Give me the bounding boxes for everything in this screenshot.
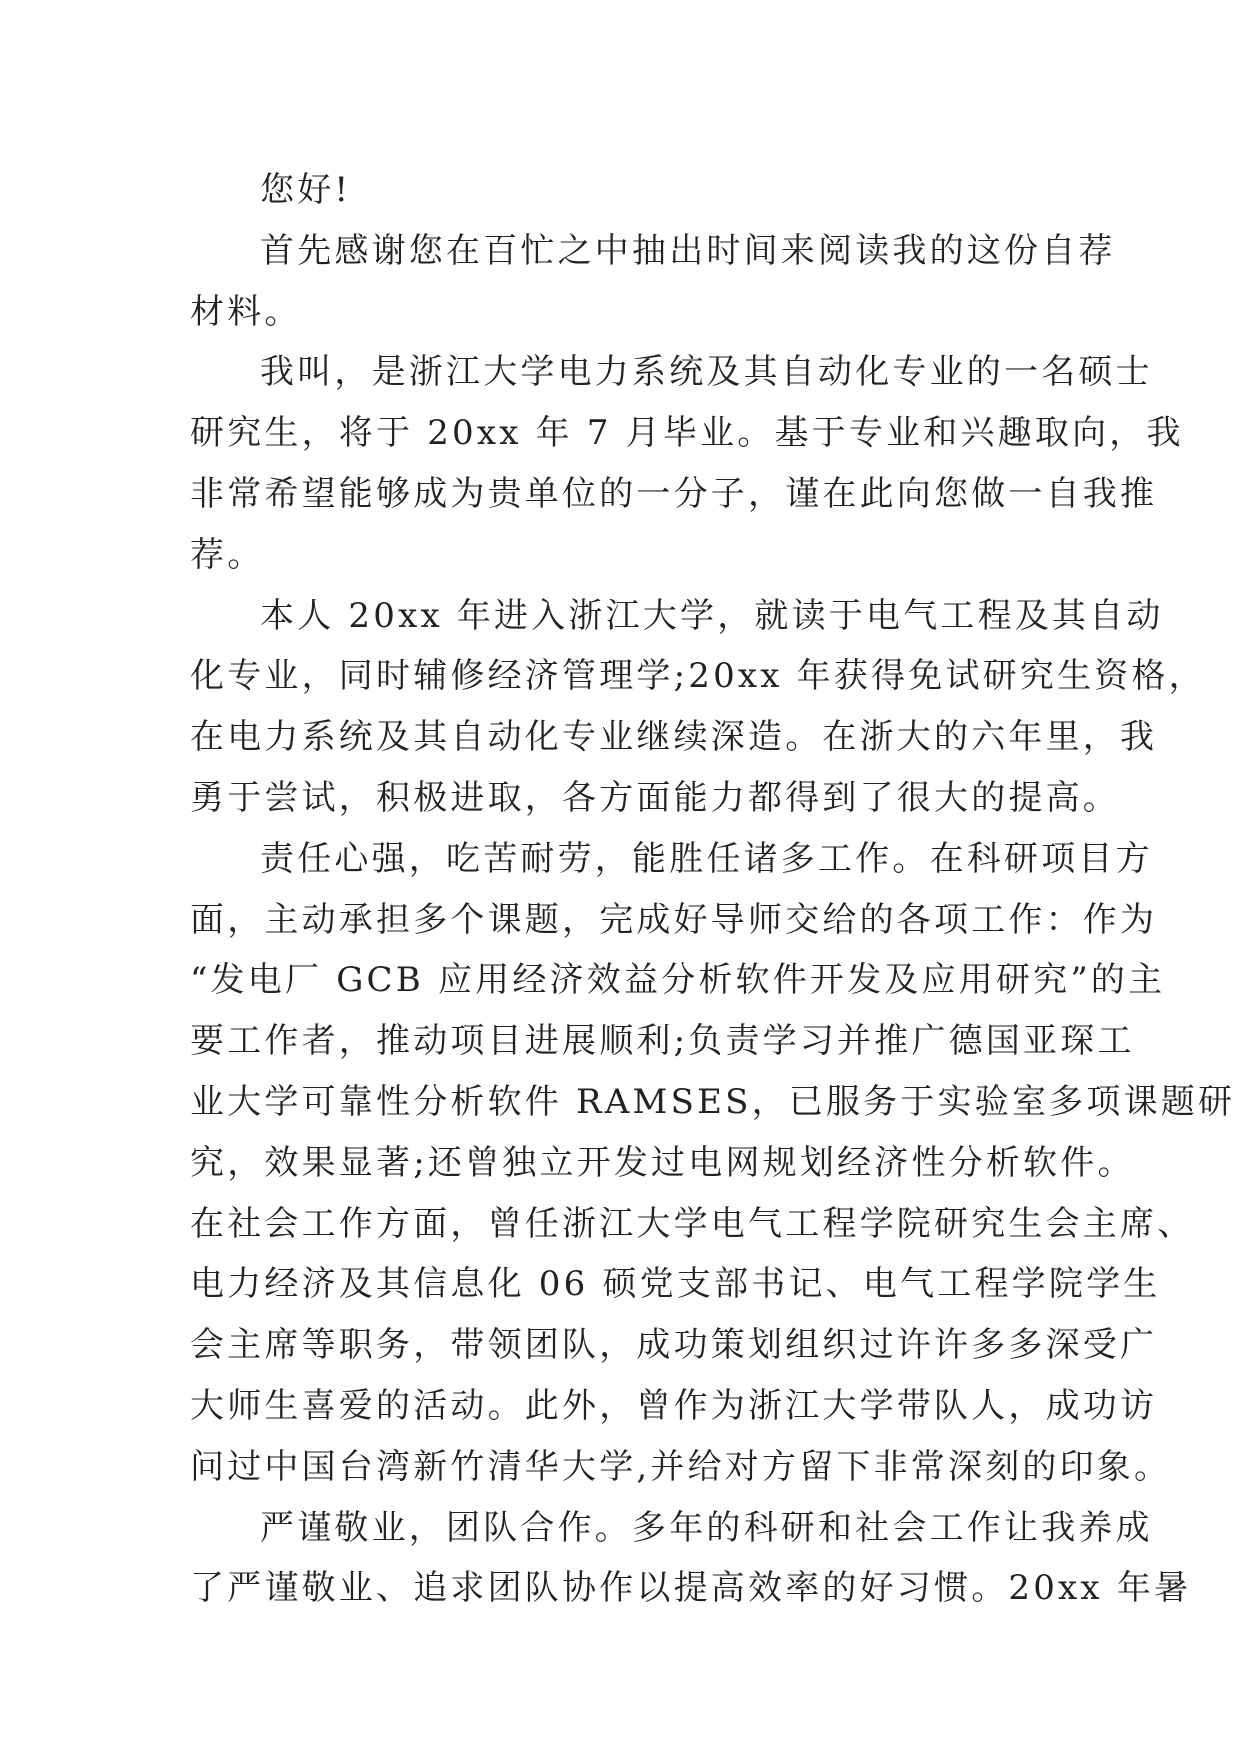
text-line: 业大学可靠性分析软件 RAMSES，已服务于实验室多项课题研 xyxy=(190,1081,1236,1122)
text-line: 了严谨敬业、追求团队协作以提高效率的好习惯。20xx 年暑 xyxy=(190,1568,1192,1609)
text-line: 首先感谢您在百忙之中抽出时间来阅读我的这份自荐 xyxy=(260,230,1116,271)
text-line: 研究生，将于 20xx 年 7 月毕业。基于专业和兴趣取向，我 xyxy=(190,413,1184,454)
text-line: 面，主动承担多个课题，完成好导师交给的各项工作：作为 xyxy=(190,899,1158,940)
text-line: 问过中国台湾新竹清华大学,并给对方留下非常深刻的印象。 xyxy=(190,1446,1172,1487)
text-line: 究，效果显著;还曾独立开发过电网规划经济性分析软件。 xyxy=(190,1142,1135,1183)
text-line: “发电厂 GCB 应用经济效益分析软件开发及应用研究”的主 xyxy=(190,960,1166,1001)
text-line: 非常希望能够成为贵单位的一分子，谨在此向您做一自我推 xyxy=(190,473,1158,514)
text-line: 材料。 xyxy=(190,291,302,332)
text-line: 在社会工作方面，曾任浙江大学电气工程学院研究生会主席、 xyxy=(190,1203,1195,1244)
text-line: 大师生喜爱的活动。此外，曾作为浙江大学带队人，成功访 xyxy=(190,1385,1158,1426)
letter-body xyxy=(190,160,1236,1619)
text-line: 会主席等职务，带领团队，成功策划组织过许许多多深受广 xyxy=(190,1325,1158,1366)
text-line: 责任心强，吃苦耐劳，能胜任诸多工作。在科研项目方 xyxy=(260,838,1153,879)
text-line: 本人 20xx 年进入浙江大学，就读于电气工程及其自动 xyxy=(260,595,1164,636)
text-line: 勇于尝试，积极进取，各方面能力都得到了很大的提高。 xyxy=(190,777,1120,818)
text-line: 在电力系统及其自动化专业继续深造。在浙大的六年里，我 xyxy=(190,717,1158,758)
text-line: 电力经济及其信息化 06 硕党支部书记、电气工程学院学生 xyxy=(190,1264,1161,1305)
text-line: 您好! xyxy=(260,170,352,210)
text-line: 化专业，同时辅修经济管理学;20xx 年获得免试研究生资格， xyxy=(190,656,1206,697)
text-line: 我叫，是浙江大学电力系统及其自动化专业的一名硕士 xyxy=(260,352,1153,393)
text-line: 荐。 xyxy=(190,534,265,575)
text-line: 严谨敬业，团队合作。多年的科研和社会工作让我养成 xyxy=(260,1507,1153,1548)
text-line: 要工作者，推动项目进展顺利;负责学习并推广德国亚琛工 xyxy=(190,1021,1135,1062)
